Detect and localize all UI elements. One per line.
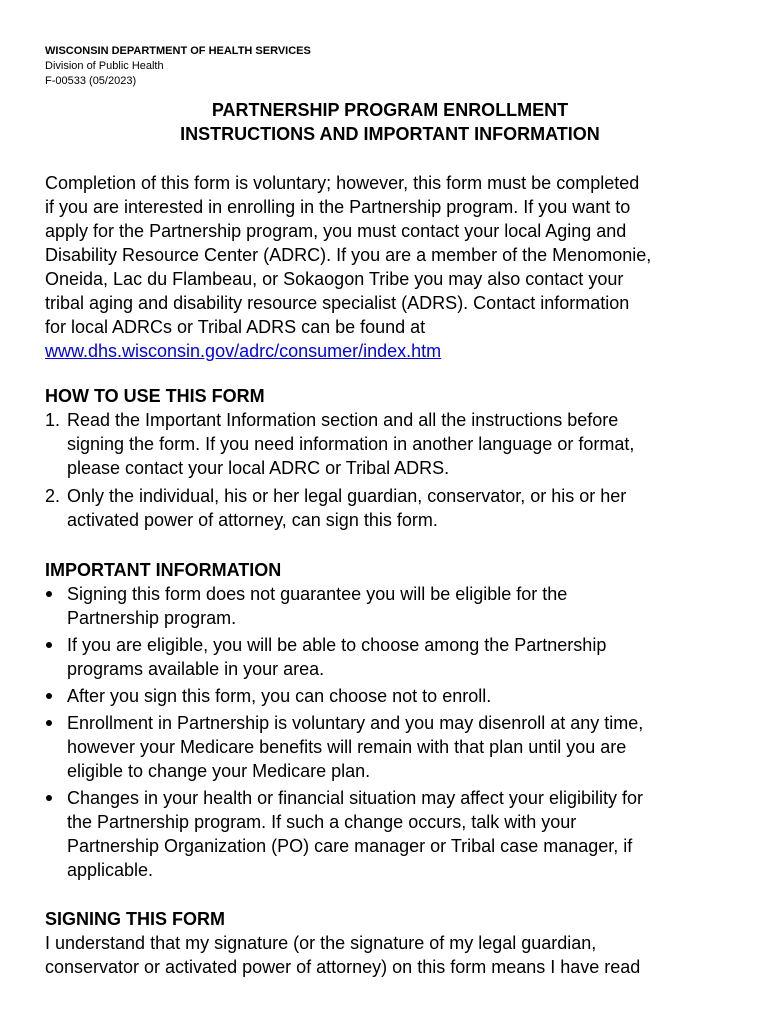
step-number: 1.: [45, 410, 61, 430]
intro-line: apply for the Partnership program, you must contact your local Aging and: [45, 221, 627, 241]
bullet-icon: [46, 693, 52, 699]
step-line: signing the form. If you need information in another language or format,: [67, 434, 635, 454]
list-item: [45, 408, 735, 480]
intro-line: Completion of this form is voluntary; however, this form must be completed: [45, 173, 640, 193]
signing-line: conservator or activated power of attorney) on this form means I have read: [45, 957, 641, 977]
bullet-line: Enrollment in Partnership is voluntary and you may disenroll at any time,: [67, 713, 644, 733]
bullet-line: applicable.: [67, 860, 154, 880]
bullet-icon: [46, 795, 52, 801]
bullet-line: Partnership Organization (PO) care manager or Tribal case manager, if: [67, 836, 633, 856]
document-page: [45, 44, 735, 979]
bullet-line: Changes in your health or financial situation may affect your eligibility for: [67, 788, 643, 808]
bullet-icon: [46, 720, 52, 726]
bullet-line: programs available in your area.: [67, 659, 325, 679]
title-line-2: INSTRUCTIONS AND IMPORTANT INFORMATION: [180, 124, 600, 144]
adrc-directory-link[interactable]: www.dhs.wisconsin.gov/adrc/consumer/index.htm: [45, 341, 442, 361]
document-title: [45, 98, 735, 146]
title-line-1: PARTNERSHIP PROGRAM ENROLLMENT: [211, 100, 569, 120]
list-item: [45, 484, 735, 532]
intro-line: for local ADRCs or Tribal ADRS can be found at: [45, 317, 426, 337]
department-name: WISCONSIN DEPARTMENT OF HEALTH SERVICES: [45, 45, 311, 57]
step-line: please contact your local ADRC or Tribal ADRS.: [67, 458, 450, 478]
step-number: 2.: [45, 486, 61, 506]
list-item: [45, 633, 735, 681]
list-item: [45, 582, 735, 630]
bullet-line: After you sign this form, you can choose not to enroll.: [67, 686, 492, 706]
list-item: [45, 786, 735, 882]
bullet-icon: [46, 642, 52, 648]
bullet-line: eligible to change your Medicare plan.: [67, 761, 371, 781]
signing-line: I understand that my signature (or the signature of my legal guardian,: [45, 933, 597, 953]
important-information-list: [45, 582, 735, 882]
signing-heading: SIGNING THIS FORM: [45, 909, 225, 929]
bullet-line: Signing this form does not guarantee you will be eligible for the: [67, 584, 568, 604]
intro-line: tribal aging and disability resource specialist (ADRS). Contact information: [45, 293, 630, 313]
intro-line: Disability Resource Center (ADRC). If you are a member of the Menomonie,: [45, 245, 652, 265]
intro-line: if you are interested in enrolling in the Partnership program. If you want to: [45, 197, 631, 217]
intro-line: Oneida, Lac du Flambeau, or Sokaogon Tribe you may also contact your: [45, 269, 624, 289]
list-item: [45, 684, 735, 708]
how-to-use-steps: [45, 408, 735, 532]
important-information-heading: IMPORTANT INFORMATION: [45, 560, 282, 580]
list-item: [45, 711, 735, 783]
form-number: F-00533 (05/2023): [45, 75, 137, 87]
step-line: Read the Important Information section and all the instructions before: [67, 410, 619, 430]
bullet-line: however your Medicare benefits will remain with that plan until you are: [67, 737, 627, 757]
division-name: Division of Public Health: [45, 60, 164, 72]
step-line: activated power of attorney, can sign this form.: [67, 510, 438, 530]
bullet-line: the Partnership program. If such a change occurs, talk with your: [67, 812, 577, 832]
signing-paragraph: [45, 931, 735, 979]
bullet-icon: [46, 591, 52, 597]
bullet-line: If you are eligible, you will be able to choose among the Partnership: [67, 635, 607, 655]
how-to-use-heading: HOW TO USE THIS FORM: [45, 386, 265, 406]
step-line: Only the individual, his or her legal guardian, conservator, or his or her: [67, 486, 627, 506]
intro-paragraph: [45, 171, 735, 363]
bullet-line: Partnership program.: [67, 608, 237, 628]
